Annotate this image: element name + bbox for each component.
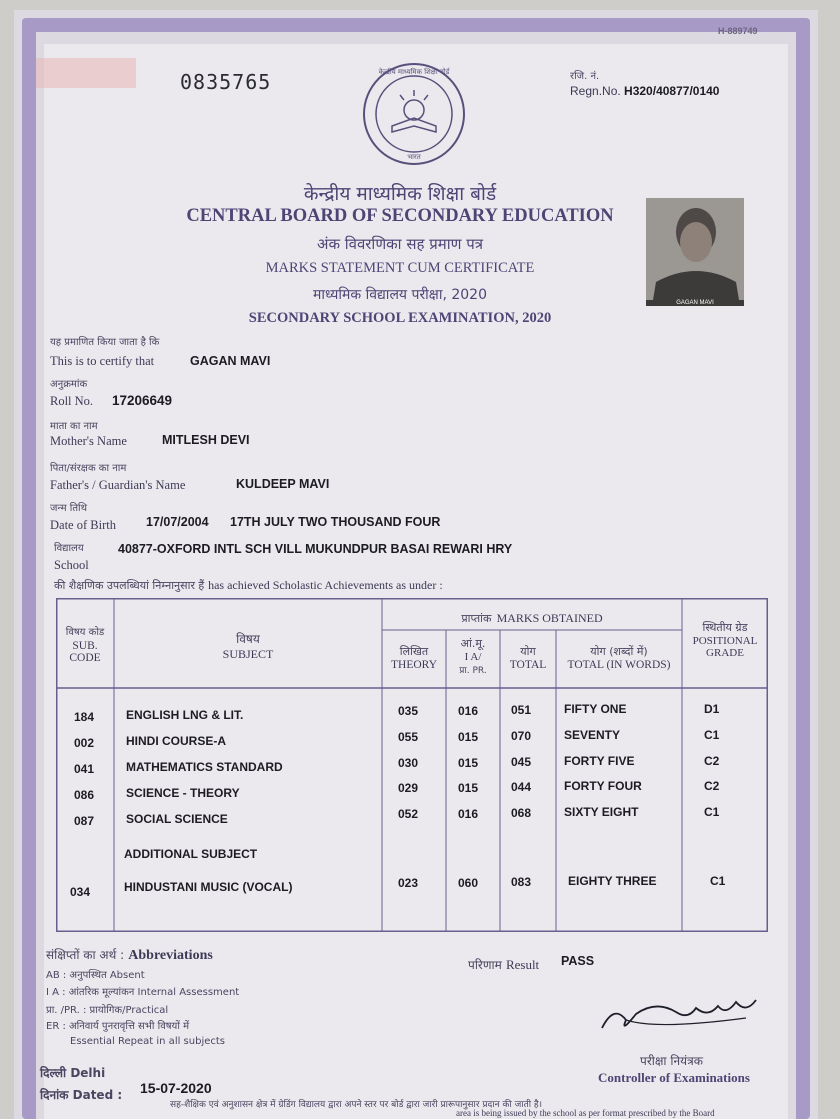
abbr-practical: प्रा. /PR. : प्रायोगिक/Practical	[46, 1005, 169, 1016]
abbreviations-title: संक्षिप्तों का अर्थ : Abbreviations	[46, 948, 213, 963]
regn-number: H320/40877/0140	[624, 84, 720, 98]
certify-label: This is to certify that	[50, 354, 155, 368]
ia-marks: 015	[458, 756, 479, 770]
board-name-hindi: केन्द्रीय माध्यमिक शिक्षा बोर्ड	[303, 183, 497, 205]
ia-marks: 060	[458, 876, 479, 890]
corner-serial: H-889749	[718, 26, 758, 36]
theory-marks: 035	[398, 704, 419, 718]
abbr-essential-repeat: ER : अनिवार्य पुनरावृत्ति सभी विषयों में	[46, 1021, 190, 1032]
regn-label: Regn.No. H320/40877/0140	[570, 84, 720, 98]
student-name: GAGAN MAVI	[190, 354, 271, 368]
header-total: योग TOTAL	[509, 645, 547, 671]
controller-label-hindi: परीक्षा नियंत्रक	[640, 1054, 703, 1068]
header-grade: स्थितीय ग्रेड POSITIONAL GRADE	[692, 621, 758, 659]
grade: C1	[704, 805, 720, 819]
subject-name: ENGLISH LNG & LIT.	[126, 708, 244, 722]
theory-marks: 055	[398, 730, 419, 744]
total-in-words: EIGHTY THREE	[568, 874, 657, 888]
sub-code: 184	[74, 710, 95, 724]
sub-code: 086	[74, 788, 95, 802]
student-photo	[646, 198, 744, 306]
dob-label-hindi: जन्म तिथि	[50, 503, 88, 514]
grade: C1	[710, 874, 726, 888]
mother-label: Mother's Name	[50, 434, 127, 448]
header-ia-pr: आं.मू. I A/ प्रा. PR.	[459, 637, 487, 676]
roll-label: Roll No.	[50, 394, 94, 408]
red-stamp-smudge	[36, 58, 136, 88]
ia-marks: 015	[458, 730, 479, 744]
abbr-absent: AB : अनुपस्थित Absent	[46, 970, 145, 981]
sub-code: 087	[74, 814, 95, 828]
achievements-label-hindi: की शैक्षणिक उपलब्धियां निम्नानुसार हैं	[54, 579, 205, 592]
seal-text: केन्द्रीय माध्यमिक शिक्षा बोर्ड	[378, 68, 450, 76]
dob-value: 17/07/2004	[146, 515, 209, 529]
footer-note-hindi: सह-शैक्षिक एवं अनुशासन क्षेत्र में ग्रेडिंग विद्यालय द्वारा अपने स्तर पर बोर्ड द्वारा जारी प्रारूपानुसार प्रदान की जाती है।	[170, 1100, 543, 1110]
exam-title-hindi: माध्यमिक विद्यालय परीक्षा, 2020	[313, 287, 487, 303]
subject-name: SOCIAL SCIENCE	[126, 812, 228, 826]
abbr-internal-assessment: I A : आंतरिक मूल्यांकन Internal Assessment	[46, 987, 240, 998]
student-silhouette-icon	[646, 198, 744, 306]
total-marks: 083	[511, 875, 532, 889]
certify-label-hindi: यह प्रमाणित किया जाता है कि	[50, 337, 160, 348]
document-title-hindi: अंक विवरणिका सह प्रमाण पत्र	[316, 235, 484, 253]
serial-number: 0835765	[180, 70, 272, 94]
mother-name: MITLESH DEVI	[162, 433, 250, 447]
dated-value: 15-07-2020	[140, 1080, 212, 1096]
ia-marks: 016	[458, 807, 479, 821]
total-in-words: FORTY FIVE	[564, 754, 635, 768]
grade: C1	[704, 728, 720, 742]
additional-subject-label: ADDITIONAL SUBJECT	[124, 847, 258, 861]
header-sub-code: विषय कोड SUB. CODE	[65, 627, 105, 664]
header-total-words: योग (शब्दों में) TOTAL (IN WORDS)	[567, 645, 671, 671]
theory-marks: 023	[398, 876, 419, 890]
document-title: MARKS STATEMENT CUM CERTIFICATE	[265, 260, 535, 276]
board-name: CENTRAL BOARD OF SECONDARY EDUCATION	[186, 206, 614, 226]
subject-name: HINDI COURSE-A	[126, 734, 227, 748]
theory-marks: 052	[398, 807, 419, 821]
total-marks: 051	[511, 703, 532, 717]
subject-name: SCIENCE - THEORY	[126, 786, 240, 800]
header-subject: विषय SUBJECT	[222, 632, 274, 661]
roll-number: 17206649	[112, 393, 173, 408]
dob-in-words: 17TH JULY TWO THOUSAND FOUR	[230, 515, 441, 529]
total-marks: 070	[511, 729, 532, 743]
ia-marks: 016	[458, 704, 479, 718]
school-name: 40877-OXFORD INTL SCH VILL MUKUNDPUR BASAI REWARI HRY	[118, 542, 513, 556]
result-value: PASS	[561, 954, 595, 968]
mother-label-hindi: माता का नाम	[50, 421, 98, 432]
achievements-label: has achieved Scholastic Achievements as under :	[208, 578, 443, 592]
dob-label: Date of Birth	[50, 518, 116, 532]
ia-marks: 015	[458, 781, 479, 795]
total-marks: 068	[511, 806, 532, 820]
grade: C2	[704, 779, 720, 793]
total-in-words: FORTY FOUR	[564, 779, 642, 793]
theory-marks: 029	[398, 781, 419, 795]
roll-label-hindi: अनुक्रमांक	[50, 379, 88, 390]
grade: C2	[704, 754, 720, 768]
subject-name: MATHEMATICS STANDARD	[126, 760, 283, 774]
total-in-words: FIFTY ONE	[564, 702, 627, 716]
dated-label: दिनांक Dated :	[40, 1088, 123, 1102]
header-theory: लिखित THEORY	[391, 645, 437, 671]
footer-note: area is being issued by the school as per format prescribed by the Board	[456, 1108, 715, 1118]
cbse-seal-emblem	[360, 60, 468, 170]
father-label-hindi: पिता/संरक्षक का नाम	[50, 463, 127, 474]
theory-marks: 030	[398, 756, 419, 770]
father-label: Father's / Guardian's Name	[50, 478, 186, 492]
photo-caption: GAGAN MAVI	[646, 300, 744, 306]
grade: D1	[704, 702, 720, 716]
total-marks: 044	[511, 780, 532, 794]
school-label-hindi: विद्यालय	[54, 543, 84, 554]
achievements-statement	[54, 578, 443, 593]
father-name: KULDEEP MAVI	[236, 477, 330, 491]
controller-signature	[596, 990, 766, 1040]
subject-name: HINDUSTANI MUSIC (VOCAL)	[124, 880, 293, 894]
header-marks-obtained: प्राप्तांक MARKS OBTAINED	[461, 611, 603, 625]
sub-code: 041	[74, 762, 95, 776]
exam-title: SECONDARY SCHOOL EXAMINATION, 2020	[248, 310, 552, 326]
abbr-essential-repeat-en: Essential Repeat in all subjects	[70, 1036, 226, 1047]
total-marks: 045	[511, 755, 532, 769]
place: दिल्ली Delhi	[40, 1066, 106, 1080]
regn-label-hindi: रजि. नं.	[570, 71, 600, 82]
school-label: School	[54, 558, 89, 572]
seal-bottom-text: भारत	[407, 153, 421, 161]
sub-code: 034	[70, 885, 91, 899]
controller-label: Controller of Examinations	[598, 1070, 750, 1085]
sub-code: 002	[74, 736, 95, 750]
result-label: परिणाम Result	[468, 957, 540, 972]
total-in-words: SIXTY EIGHT	[564, 805, 639, 819]
total-in-words: SEVENTY	[564, 728, 621, 742]
